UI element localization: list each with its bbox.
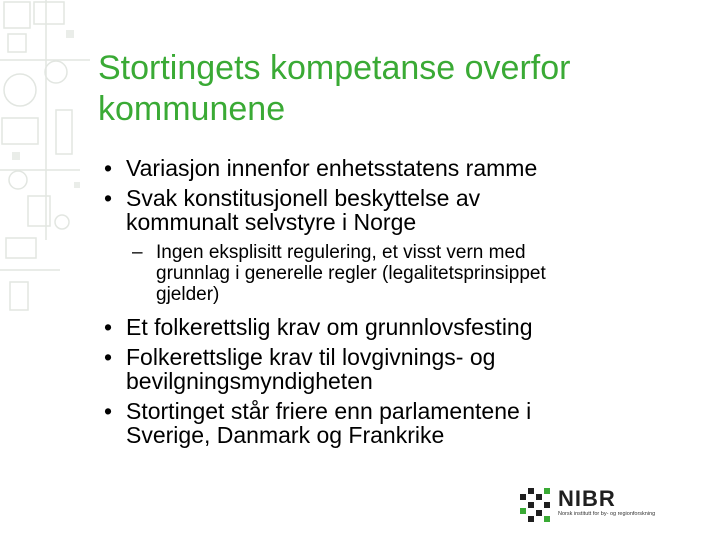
- slide-title: [98, 48, 698, 130]
- sub-bullet-marker: –: [132, 242, 143, 263]
- bullet-marker: •: [104, 155, 113, 181]
- bullet-marker: •: [104, 185, 113, 211]
- bullet-text-line-2: bevilgningsmyndigheten: [126, 368, 373, 394]
- sub-bullet-text-line-2: grunnlag i generelle regler (legalitetsprinsippet: [156, 263, 546, 284]
- bullet-text-line-1: Folkerettslige krav til lovgivnings- og: [126, 344, 496, 370]
- bullet-folkerettslige-krav: [104, 345, 704, 393]
- nibr-logo-subtitle: Norsk institutt for by- og regionforskning: [558, 511, 656, 517]
- nibr-logo-mark-icon: [518, 486, 556, 526]
- bullet-text: Variasjon innenfor enhetsstatens ramme: [126, 155, 538, 181]
- bullet-stortinget-friere: [104, 399, 704, 447]
- bullet-variasjon: [104, 156, 704, 180]
- bullet-svak-beskyttelse: [104, 186, 704, 234]
- sub-bullet-ingen-regulering: [104, 242, 704, 305]
- slide-content: [104, 156, 704, 453]
- bullet-folkerettslig-krav: [104, 315, 704, 339]
- nibr-logo: [518, 484, 708, 532]
- bullet-marker: •: [104, 344, 113, 370]
- slide-title-line-2: kommunene: [98, 90, 286, 128]
- slide-title-line-1: Stortingets kompetanse overfor: [98, 49, 571, 87]
- bullet-text-line-1: Stortinget står friere enn parlamentene i: [126, 398, 532, 424]
- sub-bullet-list: [104, 242, 704, 305]
- bullet-text-line-1: Svak konstitusjonell beskyttelse av: [126, 185, 481, 211]
- sub-bullet-text-line-1: Ingen eksplisitt regulering, et visst vern med: [156, 242, 526, 263]
- bullet-marker: •: [104, 314, 113, 340]
- decorative-background-pattern: [0, 0, 113, 540]
- bullet-text-line-2: kommunalt selvstyre i Norge: [126, 209, 417, 235]
- nibr-logo-name: NIBR: [558, 486, 616, 511]
- bullet-text: Et folkerettslig krav om grunnlovsfesting: [126, 314, 533, 340]
- bullet-marker: •: [104, 398, 113, 424]
- sub-bullet-text-line-3: gjelder): [156, 284, 220, 305]
- bullet-text-line-2: Sverige, Danmark og Frankrike: [126, 422, 445, 448]
